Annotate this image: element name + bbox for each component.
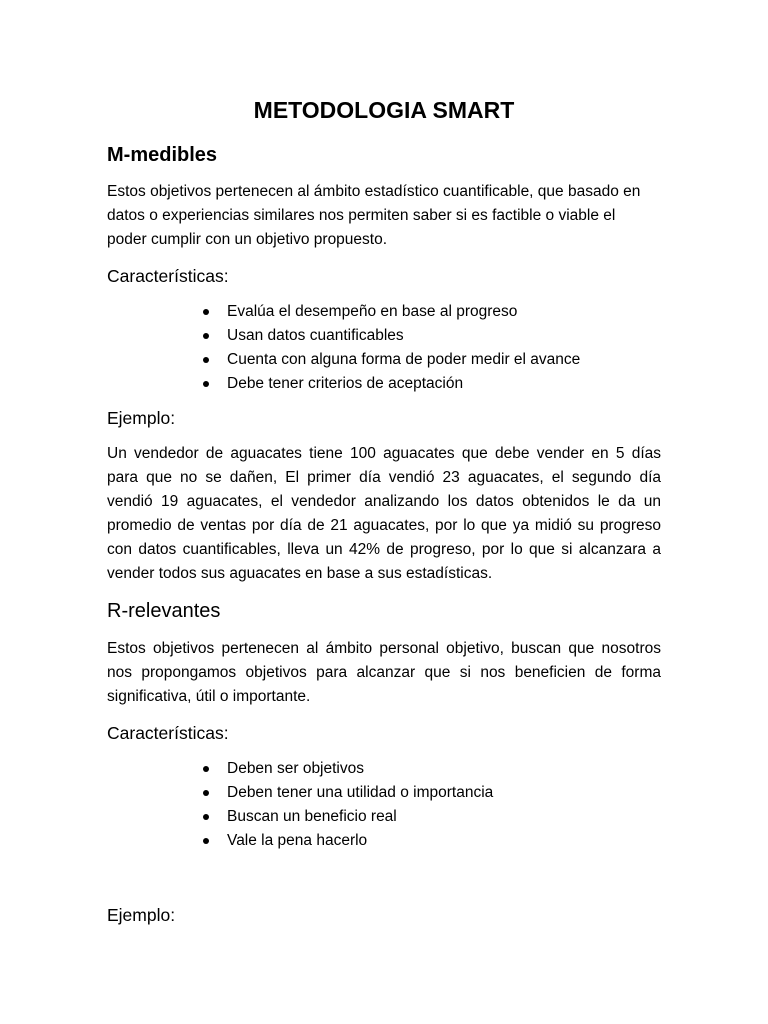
document-title: METODOLOGIA SMART [253, 97, 515, 123]
paragraph-line: vendió 19 aguacates, el vendedor analizando los datos obtenidos le da un [107, 493, 661, 510]
medibles-characteristics-list [203, 300, 580, 396]
list-item [203, 324, 580, 348]
list-item [203, 829, 493, 853]
bullet-icon [203, 381, 209, 387]
list-item [203, 757, 493, 781]
relevantes-intro-paragraph [107, 637, 661, 709]
paragraph-line: con datos cuantificables, lleva un 42% de progreso, por lo que si alcanzara a [107, 541, 661, 558]
bullet-icon [203, 790, 209, 796]
paragraph-line: Estos objetivos pertenecen al ámbito personal objetivo, buscan que nosotros [107, 640, 661, 657]
paragraph-line: nos propongamos objetivos para alcanzar que si nos beneficien de forma [107, 664, 661, 681]
list-item-text: Vale la pena hacerlo [227, 832, 368, 849]
paragraph-line: Un vendedor de aguacates tiene 100 aguacates que debe vender en 5 días [107, 445, 661, 462]
bullet-icon [203, 766, 209, 772]
paragraph-line: para que no se dañen, El primer día vendió 23 aguacates, el segundo día [107, 469, 661, 486]
list-item-text: Deben ser objetivos [227, 760, 364, 777]
bullet-icon [203, 814, 209, 820]
list-item-text: Usan datos cuantificables [227, 327, 404, 344]
paragraph-line: vender todos sus aguacates en base a sus estadísticas. [107, 565, 493, 582]
medibles-intro-paragraph [107, 180, 661, 252]
list-item-text: Cuenta con alguna forma de poder medir el avance [227, 351, 581, 368]
list-item [203, 805, 493, 829]
list-item [203, 781, 493, 805]
paragraph-line: promedio de ventas por día de 21 aguacates, por lo que ya midió su progreso [107, 517, 661, 534]
medibles-characteristics-label: Características: [107, 266, 229, 286]
medibles-example-paragraph [107, 442, 661, 586]
list-item [203, 348, 580, 372]
list-item-text: Debe tener criterios de aceptación [227, 375, 464, 392]
paragraph-line: datos o experiencias similares nos permiten saber si es factible o viable el [107, 207, 616, 224]
list-item-text: Evalúa el desempeño en base al progreso [227, 303, 518, 320]
bullet-icon [203, 309, 209, 315]
list-item-text: Deben tener una utilidad o importancia [227, 784, 494, 801]
bullet-icon [203, 357, 209, 363]
relevantes-characteristics-list [203, 757, 493, 853]
list-item [203, 300, 580, 324]
list-item [203, 372, 580, 396]
section-heading-relevantes: R-relevantes [107, 600, 221, 622]
paragraph-line: poder cumplir con un objetivo propuesto. [107, 231, 388, 248]
relevantes-characteristics-label: Características: [107, 723, 229, 743]
paragraph-line: Estos objetivos pertenecen al ámbito estadístico cuantificable, que basado en [107, 183, 641, 200]
medibles-example-label: Ejemplo: [107, 408, 176, 428]
list-item-text: Buscan un beneficio real [227, 808, 397, 825]
bullet-icon [203, 838, 209, 844]
paragraph-line: significativa, útil o importante. [107, 688, 311, 705]
bullet-icon [203, 333, 209, 339]
relevantes-example-label: Ejemplo: [107, 905, 176, 925]
section-heading-medibles: M-medibles [107, 144, 218, 166]
